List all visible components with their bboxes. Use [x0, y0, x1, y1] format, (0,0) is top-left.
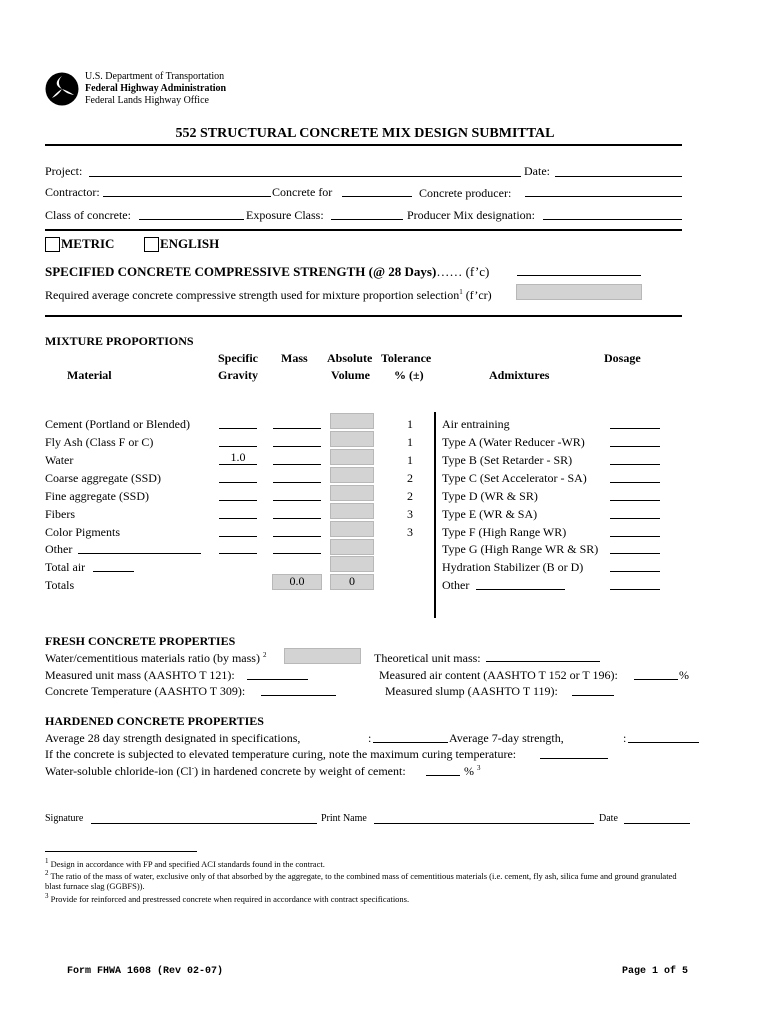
material-color-pigments: Color Pigments: [45, 525, 121, 539]
mixture-title: MIXTURE PROPORTIONS: [45, 334, 194, 348]
signature-label: Signature: [45, 813, 84, 824]
tolerance-water: 1: [407, 453, 413, 467]
admixture-other-field[interactable]: [476, 589, 565, 590]
title-rule: [45, 144, 682, 146]
col-percent: % (±): [394, 368, 424, 382]
temperature-label: Concrete Temperature (AASHTO T 309):: [45, 684, 246, 698]
required-strength-suffix: (f’cr): [462, 288, 492, 302]
footnote-1: [45, 857, 325, 869]
form-id: Form FHWA 1608 (Rev 02-07): [67, 966, 224, 977]
footnote-2-num: 2: [45, 869, 49, 877]
gravity-pigments[interactable]: [219, 536, 257, 537]
air-content-field[interactable]: [634, 679, 678, 680]
material-water: Water: [45, 453, 74, 467]
chloride-label-a: Water-soluble chloride-ion (Cl: [45, 764, 192, 778]
footnote-2-cont: blast furnace slag (GGBFS)).: [45, 881, 145, 891]
temperature-field[interactable]: [261, 695, 336, 696]
required-strength-text: Required average concrete compressive strength used for mixture proportion selection: [45, 288, 460, 302]
agency-office: Federal Lands Highway Office: [85, 95, 209, 106]
required-strength: [45, 288, 492, 303]
agency-admin: Federal Highway Administration: [85, 83, 227, 94]
admixture-type-a: Type A (Water Reducer -WR): [442, 435, 585, 449]
wc-ratio-field[interactable]: [284, 648, 361, 664]
material-total-air: Total air: [45, 560, 86, 574]
gravity-cement[interactable]: [219, 428, 257, 429]
tolerance-coarse: 2: [407, 471, 413, 485]
avg28-label: Average 28 day strength designated in specifications,: [45, 731, 301, 745]
volume-pigments: [330, 521, 374, 537]
volume-water: [330, 449, 374, 465]
slump-label: Measured slump (AASHTO T 119):: [385, 684, 558, 698]
signature-date-label: Date: [599, 813, 618, 824]
volume-total-air: [330, 556, 374, 572]
mass-fine[interactable]: [273, 500, 321, 501]
mass-coarse[interactable]: [273, 482, 321, 483]
signature-field[interactable]: [91, 823, 317, 824]
col-tolerance: Tolerance: [381, 351, 432, 365]
footnote-rule: [45, 851, 197, 852]
hardened-title: HARDENED CONCRETE PROPERTIES: [45, 714, 264, 728]
fc-field[interactable]: [517, 275, 641, 276]
footnote-3: [45, 892, 409, 904]
unit-mass-field[interactable]: [247, 679, 308, 680]
material-fibers: Fibers: [45, 507, 75, 521]
gravity-other[interactable]: [219, 553, 257, 554]
dosage-type-c[interactable]: [610, 482, 660, 483]
footnote-1-num: 1: [45, 857, 49, 865]
footnote-1-text: Design in accordance with FP and specified ACI standards found in the contract.: [50, 858, 325, 869]
print-name-field[interactable]: [374, 823, 594, 824]
dosage-hydration[interactable]: [610, 571, 660, 572]
admixture-type-d: Type D (WR & SR): [442, 489, 538, 503]
admixture-type-c: Type C (Set Accelerator - SA): [442, 471, 587, 485]
metric-checkbox[interactable]: [45, 237, 60, 252]
footnote-3-num: 3: [45, 892, 49, 900]
theoretical-unit-mass-field[interactable]: [486, 661, 600, 662]
project-label: Project:: [45, 164, 83, 178]
gravity-coarse[interactable]: [219, 482, 257, 483]
slump-field[interactable]: [572, 695, 614, 696]
total-air-field[interactable]: [93, 571, 134, 572]
fhwa-logo-icon: [45, 72, 79, 106]
volume-coarse: [330, 467, 374, 483]
chloride-field[interactable]: [426, 775, 460, 776]
avg7-label: Average 7-day strength,: [449, 731, 564, 745]
footnote-3-text: Provide for reinforced and prestressed concrete when required in accordance with contract specifications.: [50, 893, 410, 904]
gravity-water: 1.0: [230, 450, 246, 464]
admixture-hydration-stabilizer: Hydration Stabilizer (B or D): [442, 560, 584, 574]
footnote-ref-2: 2: [262, 651, 267, 659]
class-label: Class of concrete:: [45, 208, 131, 222]
dosage-type-e[interactable]: [610, 518, 660, 519]
volume-cement: [330, 413, 374, 429]
info-rule: [45, 229, 682, 231]
volume-other: [330, 539, 374, 555]
chloride-unit-symbol: %: [464, 764, 474, 778]
mix-designation-field[interactable]: [543, 219, 682, 220]
admixture-type-f: Type F (High Range WR): [442, 525, 567, 539]
wc-ratio-label: Water/cementitious materials ratio (by mass): [45, 651, 260, 665]
footnote-ref-1: 1: [459, 288, 463, 296]
footnote-ref-3: 3: [477, 764, 481, 772]
tolerance-fly-ash: 1: [407, 435, 413, 449]
strength-rule: [45, 315, 682, 317]
chloride-sup: -: [191, 764, 195, 772]
tolerance-fibers: 3: [407, 507, 413, 521]
mass-fly-ash[interactable]: [273, 446, 321, 447]
mass-water[interactable]: [273, 464, 321, 465]
specified-strength-suffix: …… (f’c): [436, 264, 490, 279]
concrete-for-field[interactable]: [342, 196, 412, 197]
chloride-unit: [464, 764, 481, 779]
material-other: Other: [45, 542, 73, 556]
signature-date-field[interactable]: [624, 823, 690, 824]
chloride: [45, 764, 406, 779]
concrete-for-label: Concrete for: [272, 185, 333, 199]
avg28-field[interactable]: [373, 742, 448, 743]
concrete-producer-field[interactable]: [525, 196, 682, 197]
footnote-2: [45, 869, 677, 881]
mass-other[interactable]: [273, 553, 321, 554]
avg7-colon: :: [623, 731, 627, 745]
class-field[interactable]: [139, 219, 244, 220]
dosage-air-entraining[interactable]: [610, 428, 660, 429]
gravity-fly-ash[interactable]: [219, 446, 257, 447]
gravity-fine[interactable]: [219, 500, 257, 501]
curing-label: If the concrete is subjected to elevated temperature curing, note the maximum curing temperature:: [45, 747, 517, 761]
fcr-field[interactable]: [516, 284, 642, 300]
air-content-unit: %: [679, 668, 689, 682]
admixture-type-b: Type B (Set Retarder - SR): [442, 453, 573, 467]
admixture-type-g: Type G (High Range WR & SR): [442, 542, 599, 556]
col-gravity: Gravity: [218, 368, 258, 382]
volume-fibers: [330, 503, 374, 519]
avg7-field[interactable]: [628, 742, 699, 743]
tolerance-pigments: 3: [407, 525, 413, 539]
wc-ratio: [45, 651, 266, 666]
dosage-type-a[interactable]: [610, 446, 660, 447]
mass-cement[interactable]: [273, 428, 321, 429]
agency-name: U.S. Department of Transportation: [85, 71, 225, 82]
material-cement: Cement (Portland or Blended): [45, 417, 190, 431]
project-field[interactable]: [89, 176, 521, 177]
avg28-colon: :: [368, 731, 372, 745]
page-title: 552 STRUCTURAL CONCRETE MIX DESIGN SUBMITTAL: [175, 126, 555, 141]
unit-mass-label: Measured unit mass (AASHTO T 121):: [45, 668, 235, 682]
mass-pigments[interactable]: [273, 536, 321, 537]
concrete-producer-label: Concrete producer:: [419, 186, 512, 200]
material-other-field[interactable]: [78, 553, 201, 554]
metric-label: METRIC: [61, 236, 115, 251]
print-name-label: Print Name: [321, 813, 367, 824]
dosage-type-b[interactable]: [610, 464, 660, 465]
tolerance-fine: 2: [407, 489, 413, 503]
specified-strength-label: SPECIFIED CONCRETE COMPRESSIVE STRENGTH (@ 28 Days): [45, 264, 437, 279]
tolerance-cement: 1: [407, 417, 413, 431]
mass-fibers[interactable]: [273, 518, 321, 519]
col-specific: Specific: [218, 351, 258, 365]
exposure-field[interactable]: [331, 219, 403, 220]
col-mass: Mass: [281, 351, 308, 365]
curing-field[interactable]: [540, 758, 608, 759]
date-field[interactable]: [555, 176, 682, 177]
gravity-water-line[interactable]: [219, 464, 257, 465]
volume-total-value: 0: [349, 574, 355, 588]
material-totals: Totals: [45, 578, 75, 592]
admixture-air-entraining: Air entraining: [442, 417, 510, 431]
chloride-label-b: ) in hardened concrete by weight of cement:: [194, 764, 406, 778]
col-material: Material: [67, 368, 112, 382]
exposure-label: Exposure Class:: [246, 208, 324, 222]
fresh-title: FRESH CONCRETE PROPERTIES: [45, 634, 236, 648]
dosage-other[interactable]: [610, 589, 660, 590]
admixture-type-e: Type E (WR & SA): [442, 507, 538, 521]
english-checkbox[interactable]: [144, 237, 159, 252]
mass-total-value: 0.0: [289, 574, 305, 588]
dosage-type-f[interactable]: [610, 536, 660, 537]
air-content-label: Measured air content (AASHTO T 152 or T 196):: [379, 668, 618, 682]
english-label: ENGLISH: [160, 236, 220, 251]
col-absolute: Absolute: [327, 351, 373, 365]
contractor-label: Contractor:: [45, 185, 100, 199]
page-number: Page 1 of 5: [622, 966, 689, 977]
material-fly-ash: Fly Ash (Class F or C): [45, 435, 154, 449]
contractor-field[interactable]: [103, 196, 271, 197]
theoretical-unit-mass-label: Theoretical unit mass:: [374, 651, 481, 665]
material-coarse-aggregate: Coarse aggregate (SSD): [45, 471, 161, 485]
gravity-fibers[interactable]: [219, 518, 257, 519]
dosage-type-d[interactable]: [610, 500, 660, 501]
admixture-other: Other: [442, 578, 470, 592]
col-volume: Volume: [331, 368, 370, 382]
dosage-type-g[interactable]: [610, 553, 660, 554]
col-admixtures: Admixtures: [489, 368, 550, 382]
volume-fine: [330, 485, 374, 501]
volume-fly-ash: [330, 431, 374, 447]
specified-strength: [45, 264, 489, 280]
material-fine-aggregate: Fine aggregate (SSD): [45, 489, 149, 503]
col-dosage: Dosage: [604, 351, 641, 365]
mix-designation-label: Producer Mix designation:: [407, 208, 535, 222]
footnote-2-text: The ratio of the mass of water, exclusive only of that absorbed by the aggregate, to the combined mass of cementitious materials (i.e. cement, fly ash, silica fume and ground granulated: [50, 870, 677, 881]
date-label: Date:: [524, 164, 550, 178]
admixture-divider: [434, 412, 436, 618]
